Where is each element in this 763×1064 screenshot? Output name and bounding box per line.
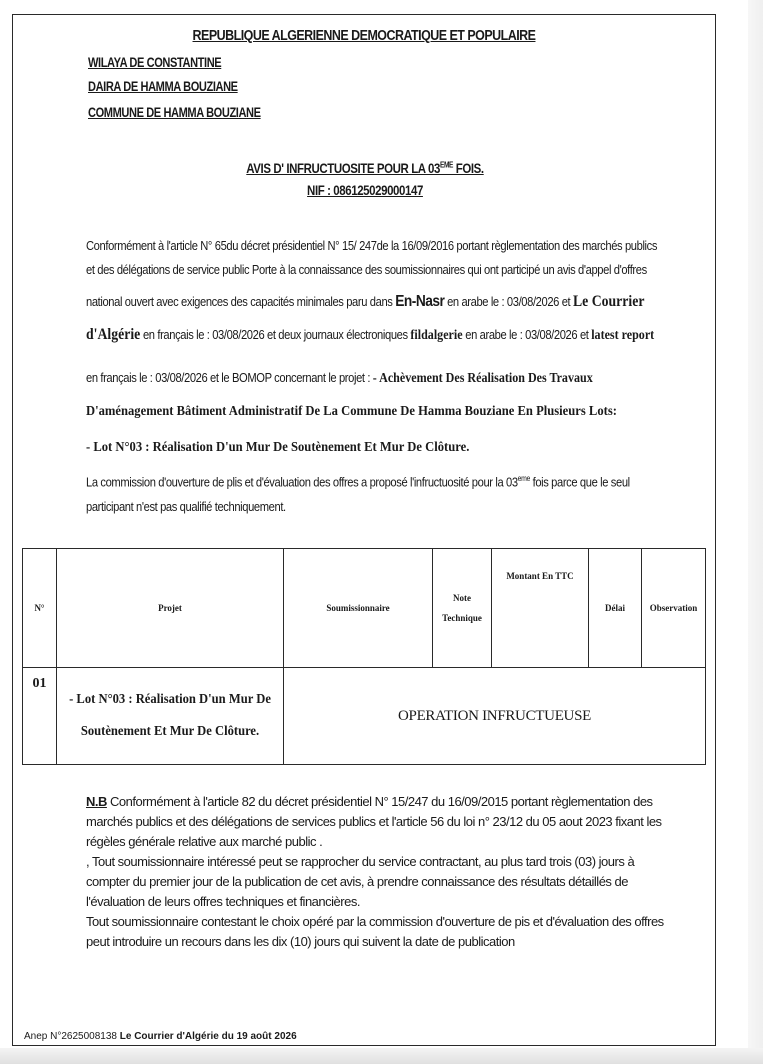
table-header-row (23, 549, 706, 668)
header-soumissionnaire: Soumissionnaire (284, 549, 433, 668)
nb-paragraph-2: , Tout soumissionnaire intéressé peut se rapprocher du service contractant, au plus tard trois (03) jours à compter du premier jour de la publication de cet avis, à prendre connaissance des résultats détaillés de l'évaluation de leurs offres techniques et financières. (86, 854, 635, 909)
row-project: - Lot N°03 : Réalisation D'un Mur De Soutènement Et Mur De Clôture. (57, 668, 284, 765)
footer-reference: Anep N°2625008138 Le Courrier d'Algérie du 19 août 2026 (24, 1031, 297, 1042)
results-table (22, 548, 706, 765)
scan-edge-bottom (0, 1048, 763, 1064)
body-line-1: Conformément à l'article N° 65du décret présidentiel N° 15/ 247de la 16/09/2016 portant règlementation des marchés publics (86, 238, 658, 253)
row-number: 01 (23, 668, 57, 765)
body-line-5: en français le : 03/08/2026 et le BOMOP concernant le projet : - Achèvement Des Réalisation Des Travaux (86, 370, 593, 386)
table-row (23, 668, 706, 765)
notice-title: AVIS D' INFRUCTUOSITE POUR LA 03EME FOIS. (246, 160, 484, 176)
wilaya-heading: WILAYA DE CONSTANTINE (88, 55, 222, 70)
lot-description: - Lot N°03 : Réalisation D'un Mur De Soutènement Et Mur De Clôture. (86, 440, 470, 455)
daira-heading: DAIRA DE HAMMA BOUZIANE (88, 79, 238, 94)
nb-label: N.B (86, 794, 107, 809)
body-line-2: et des délégations de service public Porte à la connaissance des soumissionnaires qui ont participé un avis d'appel d'offres (86, 262, 647, 277)
nb-paragraph-3: Tout soumissionnaire contestant le choix opéré par la commission d'ouverture de pis et d'évaluation des offres peut introduire un recours dans les dix (10) jours qui suivent la date de publication (86, 914, 664, 949)
nif-number: NIF : 086125029000147 (307, 182, 423, 198)
body-line-3: national ouvert avec exigences des capacités minimales paru dans En-Nasr en arabe le : 03/08/2026 et Le Courrier (86, 293, 645, 310)
commission-line-1: La commission d'ouverture de plis et d'évaluation des offres a proposé l'infructuosité pour la 03eme fois parce que le seul (86, 474, 630, 490)
body-line-4: d'Algérie en français le : 03/08/2026 et deux journaux électroniques fildalgerie en arabe le : 03/08/2026 et latest report (86, 326, 655, 343)
header-no: N° (23, 549, 57, 668)
nb-paragraph-1: N.B Conformément à l'article 82 du décret présidentiel N° 15/247 du 16/09/2015 portant règlementation des marchés publics et des délégations de services publics et l'article 56 du loi n° 23/12 du 05 aout 2023 fixant les régèles générale relative aux marché public . (86, 794, 662, 849)
header-delai: Délai (589, 549, 642, 668)
scan-edge-right (748, 0, 763, 1064)
commune-heading: COMMUNE DE HAMMA BOUZIANE (88, 105, 261, 120)
header-note-technique: Note Technique (433, 549, 492, 668)
header-observation: Observation (642, 549, 706, 668)
commission-line-2: participant n'est pas qualifié techniquement. (86, 499, 286, 514)
header-projet: Projet (57, 549, 284, 668)
republic-heading: REPUBLIQUE ALGERIENNE DEMOCRATIQUE ET POPULAIRE (192, 28, 536, 44)
nb-section (86, 792, 676, 952)
row-result: OPERATION INFRUCTUEUSE (284, 668, 706, 765)
header-montant: Montant En TTC (492, 549, 589, 668)
body-line-6: D'aménagement Bâtiment Administratif De La Commune De Hamma Bouziane En Plusieurs Lots: (86, 404, 617, 419)
